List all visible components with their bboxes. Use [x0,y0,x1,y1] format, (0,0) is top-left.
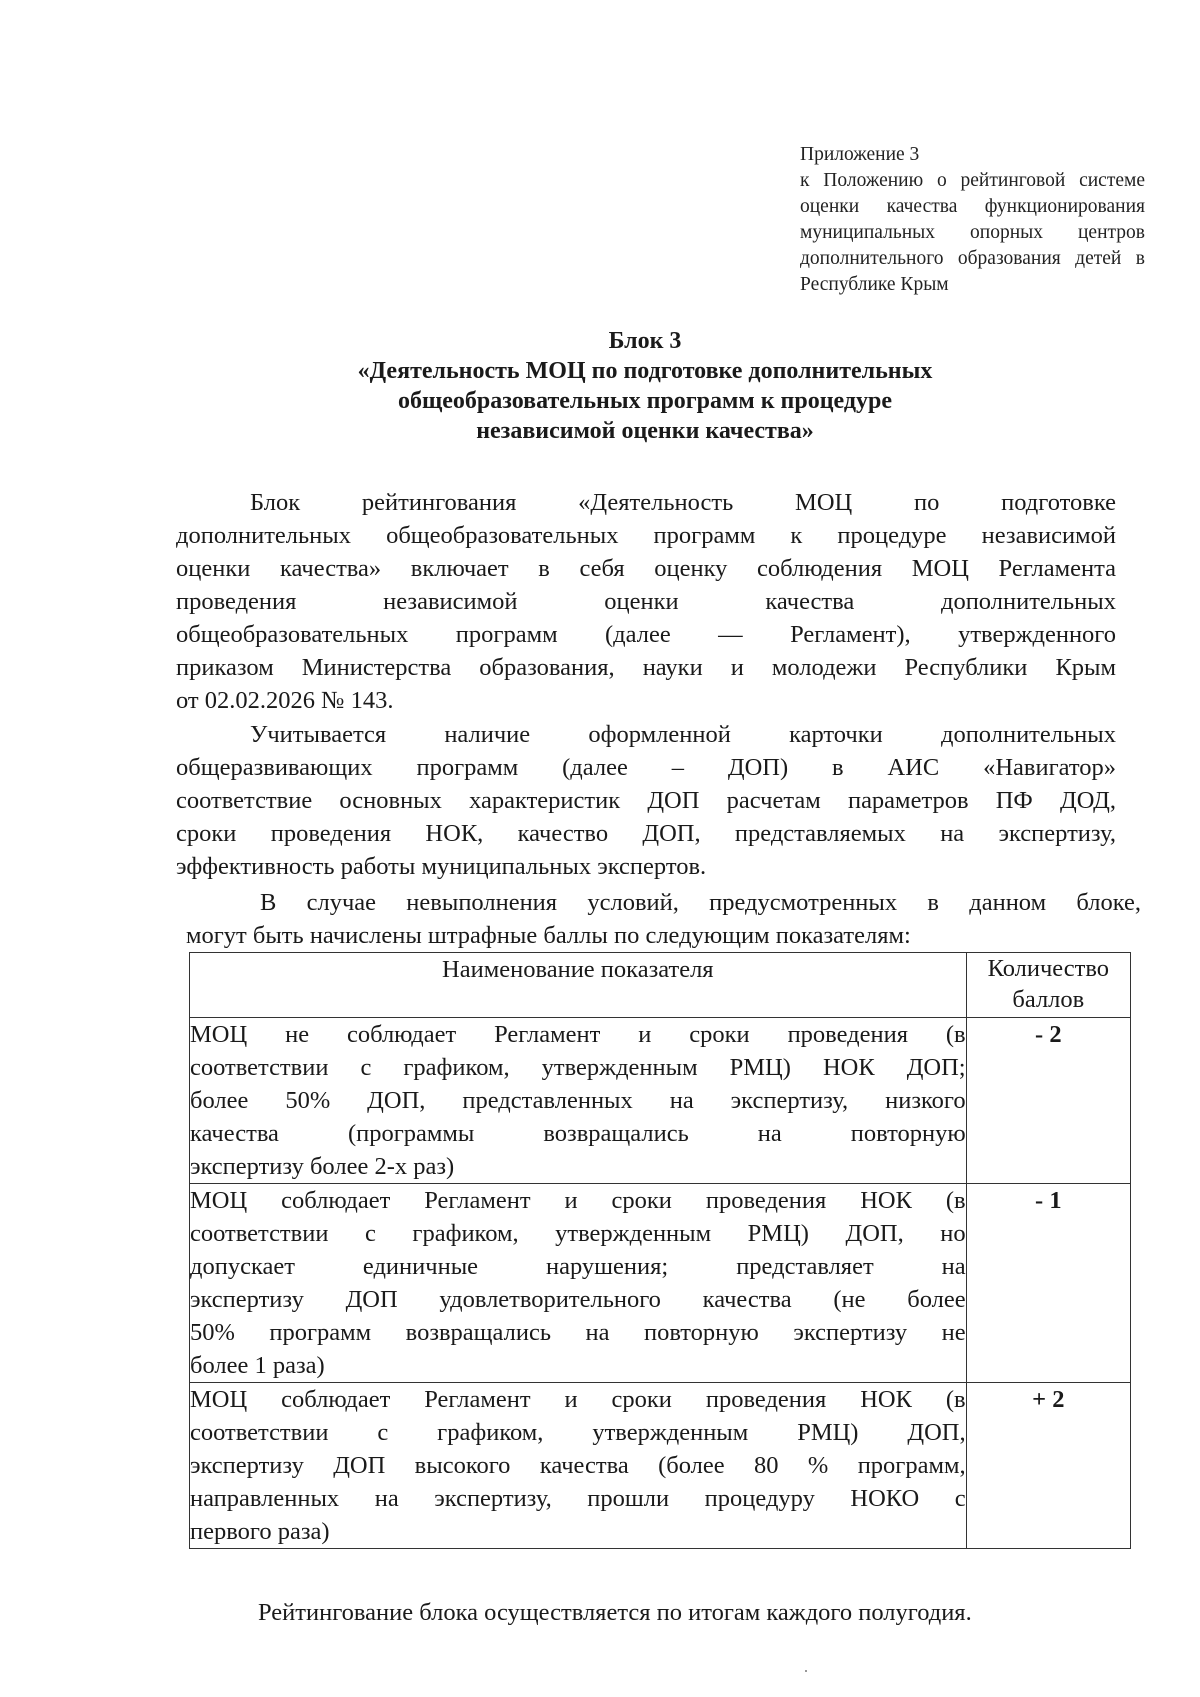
appendix-line: оценки качества функционирования [800,196,1145,217]
appendix-line: к Положению о рейтинговой системе [800,170,1145,191]
text-line: дополнительных общеобразовательных программ к процедуре независимой [176,522,1116,549]
scan-speck [805,1670,807,1672]
text-line: Блок рейтингования «Деятельность МОЦ по подготовке [250,489,1116,516]
table-header-row [190,953,1131,1018]
indicators-table [189,952,1131,1549]
paragraph-criteria [176,718,1116,883]
block-title-line: независимой оценки качества» [476,418,814,444]
text-line: В случае невыполнения условий, предусмотренных в данном блоке, [260,889,1141,916]
footer-note: Рейтингование блока осуществляется по итогам каждого полугодия. [258,1599,972,1626]
text-line: сроки проведения НОК, качество ДОП, представляемых на экспертизу, [176,820,1116,847]
text-line: проведения независимой оценки качества дополнительных [176,588,1116,615]
block-heading [170,326,1120,446]
indicator-points: - 1 [966,1184,1130,1383]
table-row [190,1018,1131,1184]
text-line: эффективность работы муниципальных экспертов. [176,853,707,880]
appendix-line: дополнительного образования детей в [800,248,1145,269]
table-row [190,1184,1131,1383]
appendix-line: Республике Крым [800,274,949,295]
block-number: Блок 3 [608,328,682,354]
text-line: соответствие основных характеристик ДОП расчетам параметров ПФ ДОД, [176,787,1116,814]
text-line: от 02.02.2026 № 143. [176,687,394,714]
text-line: могут быть начислены штрафные баллы по следующим показателям: [186,922,911,949]
indicator-description: МОЦ соблюдает Регламент и сроки проведения НОК (в соответствии с графиком, утвержденным РМЦ) ДОП, экспертизу ДОП высокого качества (более 80 % программ, направленных на экспертизу, прошли процедуру НОКО с первого раза) [190,1383,967,1549]
indicator-description: МОЦ не соблюдает Регламент и сроки проведения (в соответствии с графиком, утвержденным РМЦ) НОК ДОП; более 50% ДОП, представленных на экспертизу, низкого качества (программы возвращались на повторную экспертизу более 2-х раз) [190,1018,967,1184]
text-line: приказом Министерства образования, науки и молодежи Республики Крым [176,654,1116,681]
appendix-line: Приложение 3 [800,144,920,165]
header-points: Количество баллов [966,953,1130,1018]
text-line: общеобразовательных программ (далее — Регламент), утвержденного [176,621,1116,648]
table-row [190,1383,1131,1549]
appendix-reference [800,142,1145,298]
block-title-line: «Деятельность МОЦ по подготовке дополнительных [357,358,933,384]
text-line: общеразвивающих программ (далее – ДОП) в АИС «Навигатор» [176,754,1116,781]
text-line: Учитывается наличие оформленной карточки дополнительных [250,721,1116,748]
indicator-points: + 2 [966,1383,1130,1549]
indicator-points: - 2 [966,1018,1130,1184]
appendix-line: муниципальных опорных центров [800,222,1145,243]
header-indicator-name: Наименование показателя [190,953,967,1018]
indicator-description: МОЦ соблюдает Регламент и сроки проведения НОК (в соответствии с графиком, утвержденным РМЦ) ДОП, но допускает единичные нарушения; представляет на экспертизу ДОП удовлетворительного качества (не более 50% программ возвращались на повторную экспертизу не более 1 раза) [190,1184,967,1383]
paragraph-penalty-intro [186,886,1141,952]
block-title-line: общеобразовательных программ к процедуре [397,388,893,414]
paragraph-description [176,486,1116,717]
text-line: оценки качества» включает в себя оценку соблюдения МОЦ Регламента [176,555,1116,582]
